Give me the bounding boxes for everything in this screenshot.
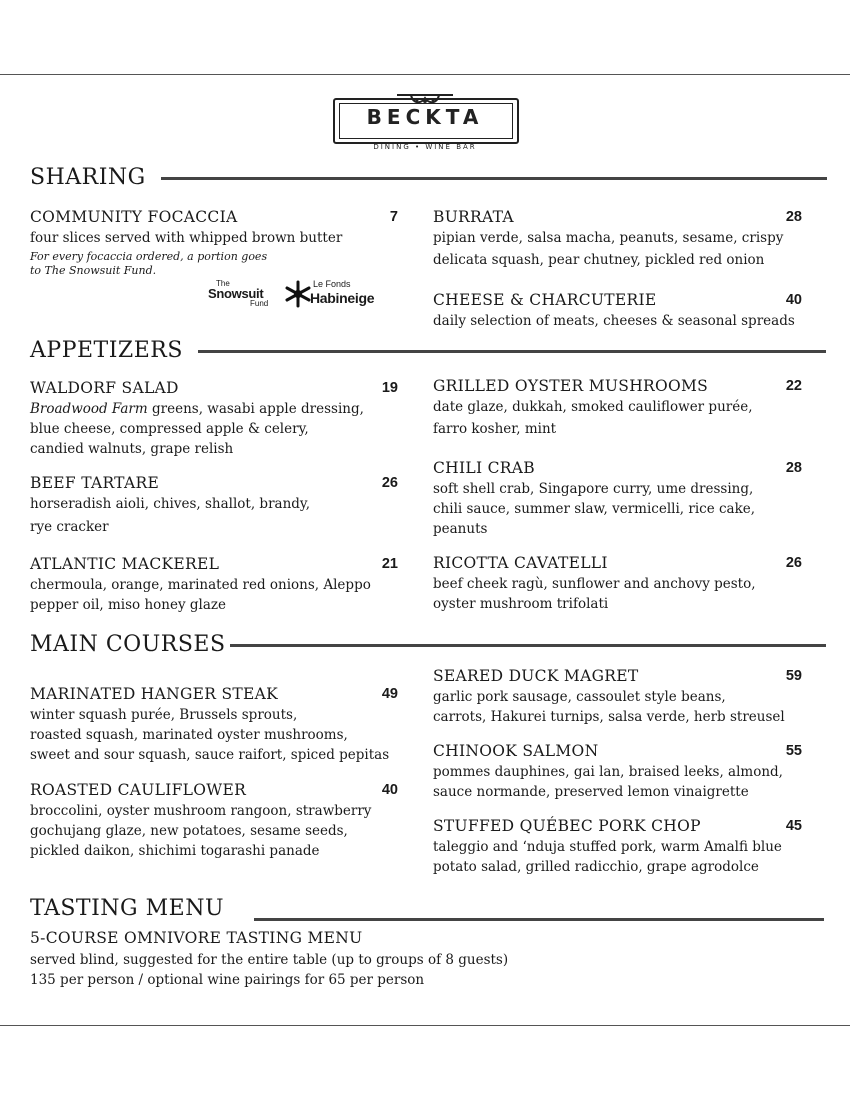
item-description: winter squash purée, Brussels sprouts, roasted squash, marinated oyster mushrooms, sweet and sour squash, sauce raifort, spiced pepitas [30, 707, 390, 763]
item-name: MARINATED HANGER STEAK [30, 685, 278, 703]
menu-item-ricotta-cavatelli [433, 553, 802, 614]
menu-item-seared-duck-magret [433, 666, 802, 727]
menu-item-grilled-oyster-mushrooms [433, 376, 802, 439]
item-price: 55 [785, 743, 802, 759]
item-description: broccolini, oyster mushroom rangoon, strawberry gochujang glaze, new potatoes, sesame seeds, pickled daikon, shichimi togarashi panade [30, 803, 372, 859]
item-price: 45 [785, 818, 802, 834]
top-rule [0, 74, 850, 75]
item-note: For every focaccia ordered, a portion goes to The Snowsuit Fund. [30, 250, 268, 277]
menu-item-chili-crab [433, 458, 802, 539]
item-description: soft shell crab, Singapore curry, ume dressing, chili sauce, summer slaw, vermicelli, rice cake, peanuts [433, 481, 756, 537]
section-title-sharing: SHARING [30, 165, 146, 190]
item-description: horseradish aioli, chives, shallot, brandy, rye cracker [30, 496, 311, 535]
item-description: daily selection of meats, cheeses & seasonal spreads [433, 313, 795, 329]
menu-item-marinated-hanger-steak [30, 684, 398, 765]
snowflake-icon [284, 280, 312, 308]
section-title-main-courses: MAIN COURSES [30, 632, 226, 657]
item-price: 40 [785, 292, 802, 308]
item-name: ATLANTIC MACKEREL [30, 555, 220, 573]
menu-item-roasted-cauliflower [30, 780, 398, 861]
item-description: pommes dauphines, gai lan, braised leeks, almond, sauce normande, preserved lemon vinaigrette [433, 764, 783, 800]
bottom-rule [0, 1025, 850, 1026]
section-title-appetizers: APPETIZERS [30, 338, 183, 363]
item-price: 28 [785, 209, 802, 225]
item-price: 21 [381, 556, 398, 572]
item-price: 7 [389, 209, 398, 225]
item-name: GRILLED OYSTER MUSHROOMS [433, 377, 709, 395]
menu-item-cheese-charcuterie [433, 290, 802, 331]
item-description: pipian verde, salsa macha, peanuts, sesame, crispy delicata squash, pear chutney, pickled red onion [433, 230, 784, 268]
item-price: 26 [381, 475, 398, 491]
item-description: chermoula, orange, marinated red onions, Aleppo pepper oil, miso honey glaze [30, 577, 371, 613]
item-price: 40 [381, 782, 398, 798]
item-price: 19 [381, 380, 398, 396]
item-price: 22 [785, 378, 802, 394]
item-name: CHILI CRAB [433, 459, 535, 477]
item-name: RICOTTA CAVATELLI [433, 554, 608, 572]
item-name: CHEESE & CHARCUTERIE [433, 291, 657, 309]
section-title-tasting-menu: TASTING MENU [30, 896, 224, 921]
menu-item-waldorf-salad [30, 378, 398, 459]
item-price: 49 [381, 686, 398, 702]
item-description: four slices served with whipped brown butter [30, 230, 343, 246]
menu-item-community-focaccia [30, 207, 398, 278]
menu-item-chinook-salmon [433, 741, 802, 802]
item-name: WALDORF SALAD [30, 379, 179, 397]
brand-name: BECKTA [366, 105, 484, 129]
item-name: BEEF TARTARE [30, 474, 160, 492]
menu-item-burrata [433, 207, 802, 270]
section-rule-sharing [161, 177, 827, 180]
item-name: SEARED DUCK MAGRET [433, 667, 639, 685]
item-price: 26 [785, 555, 802, 571]
section-rule-main-courses [230, 644, 826, 647]
item-name: ROASTED CAULIFLOWER [30, 781, 247, 799]
item-name: STUFFED QUÉBEC PORK CHOP [433, 817, 701, 835]
snowsuit-fund-logo: The Snowsuit Fund Le Fonds Habineige [208, 279, 375, 308]
item-name: COMMUNITY FOCACCIA [30, 208, 238, 226]
item-name: BURRATA [433, 208, 514, 226]
menu-item-stuffed-quebec-pork-chop [433, 816, 802, 877]
item-price: 28 [785, 460, 802, 476]
menu-item-atlantic-mackerel [30, 554, 398, 615]
tasting-menu-name: 5-COURSE OMNIVORE TASTING MENU [30, 929, 363, 947]
item-description: garlic pork sausage, cassoulet style beans, carrots, Hakurei turnips, salsa verde, herb streusel [433, 689, 785, 725]
item-description: date glaze, dukkah, smoked cauliflower purée, farro kosher, mint [433, 399, 753, 437]
tasting-menu-description: served blind, suggested for the entire table (up to groups of 8 guests) [30, 952, 509, 968]
item-description: taleggio and ‘nduja stuffed pork, warm Amalfi blue potato salad, grilled radicchio, grape agrodolce [433, 839, 782, 875]
tasting-menu-pricing: 135 per person / optional wine pairings for 65 per person [30, 972, 425, 988]
item-name: CHINOOK SALMON [433, 742, 599, 760]
beckta-logo [333, 92, 517, 152]
item-price: 59 [785, 668, 802, 684]
menu-item-beef-tartare [30, 473, 398, 537]
brand-tagline: DINING • WINE BAR [373, 143, 477, 151]
item-description: beef cheek ragù, sunflower and anchovy pesto, oyster mushroom trifolati [433, 576, 756, 612]
section-rule-appetizers [198, 350, 826, 353]
item-description: Broadwood Farm greens, wasabi apple dressing, blue cheese, compressed apple & celery, candied walnuts, grape relish [30, 401, 364, 457]
section-rule-tasting-menu [254, 918, 824, 921]
